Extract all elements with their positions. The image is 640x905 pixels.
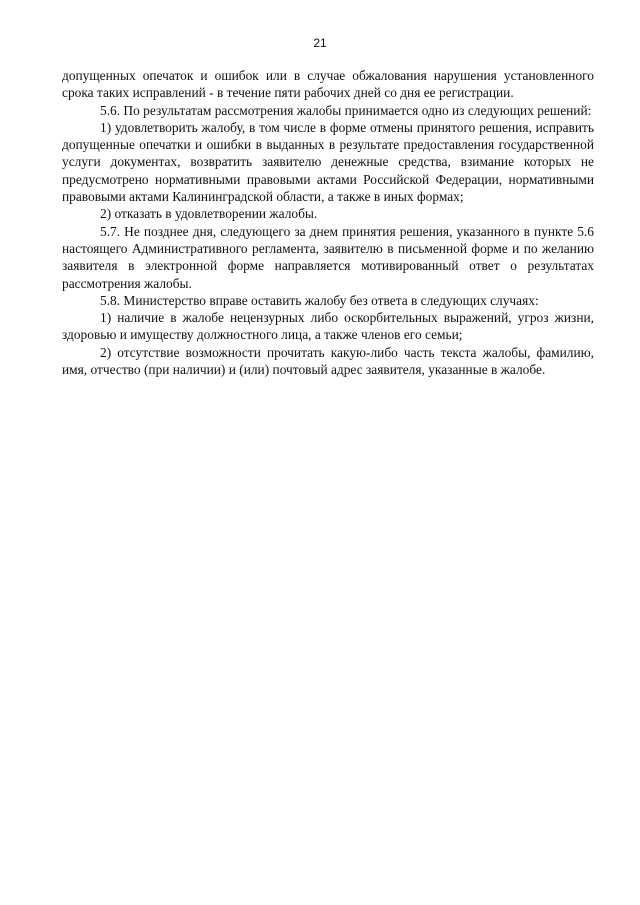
- paragraph-5-6-item-2: 2) отказать в удовлетворении жалобы.: [100, 206, 318, 222]
- paragraph-5-8-item-1: 1) наличие в жалобе нецензурных либо оскорбительных выражений, угроз жизни, здоровью и имуществу должностного лица, а также членов его семьи;: [62, 310, 594, 343]
- paragraph-5-6: 5.6. По результатам рассмотрения жалобы принимается одно из следующих решений:: [100, 102, 592, 118]
- paragraph-5-8: 5.8. Министерство вправе оставить жалобу без ответа в следующих случаях:: [100, 292, 539, 308]
- page-number: 21: [313, 36, 327, 50]
- document-body: [62, 67, 594, 378]
- paragraph-5-8-item-2: 2) отсутствие возможности прочитать какую-либо часть текста жалобы, фамилию, имя, отчество (при наличии) и (или) почтовый адрес заявителя, указанные в жалобе.: [62, 344, 594, 378]
- paragraph-5-7: 5.7. Не позднее дня, следующего за днем принятия решения, указанного в пункте 5.6 настоящего Административного регламента, заявителю в письменной форме и по желанию заявителя в электронной форме направляется мотивированный ответ о результатах рассмотрения жалобы.: [62, 223, 594, 291]
- paragraph-continuation: допущенных опечаток и ошибок или в случае обжалования нарушения установленного срока таких исправлений - в течение пяти рабочих дней со дня ее регистрации.: [62, 68, 594, 101]
- paragraph-5-6-item-1: 1) удовлетворить жалобу, в том числе в форме отмены принятого решения, исправить допущенные опечатки и ошибки в выданных в результате предоставления государственной услуги документах, возвратить заявителю денежные средства, взимание которых не предусмотрено нормативными правовыми актами Российской Федерации, нормативными правовыми актами Калининградской области, а также в иных формах;: [62, 119, 594, 205]
